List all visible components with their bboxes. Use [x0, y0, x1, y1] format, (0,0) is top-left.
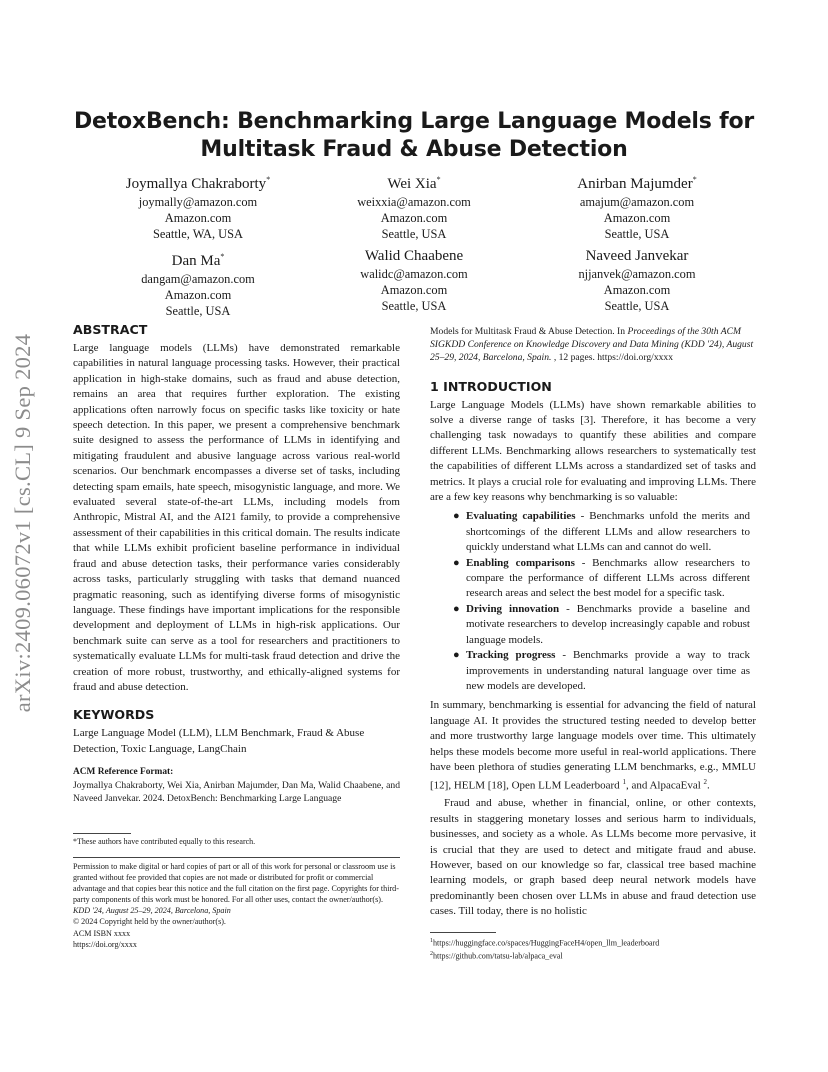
- author-email: walidc@amazon.com: [360, 267, 468, 281]
- list-item: [430, 509, 756, 555]
- list-item-title: Driving innovation: [466, 602, 560, 615]
- author-email: dangam@amazon.com: [141, 272, 255, 286]
- intro-paragraph-2: [430, 698, 756, 794]
- list-item-text: - Benchmarks unfold the merits and shortcomings of the different LLMs and allow researchers to quickly understand what LLMs can and cannot do well.: [466, 510, 750, 554]
- author-name: Naveed Janvekar: [585, 248, 689, 264]
- footnote-mark: 2: [703, 778, 708, 787]
- list-item: [430, 556, 756, 602]
- author-org: Amazon.com: [164, 288, 232, 302]
- ref-prefix: Models for Multitask Fraud & Abuse Detection. In: [430, 326, 628, 337]
- author-name: Joymallya Chakraborty: [125, 176, 267, 192]
- author-name: Dan Ma: [171, 253, 221, 269]
- list-item-text: - Benchmarks provide a baseline and motivate researchers to develop increasingly capable and robust language models.: [466, 602, 750, 646]
- author-name: Wei Xia: [387, 176, 437, 192]
- arxiv-stamp: arXiv:2409.06072v1 [cs.CL] 9 Sep 2024: [10, 333, 35, 713]
- author-location: Seattle, USA: [604, 299, 670, 313]
- list-item-text: - Benchmarks provide a way to track improvements in understanding natural language over time as new models are developed.: [466, 649, 750, 692]
- equal-contribution-note: *These authors have contributed equally to this research.: [73, 837, 256, 846]
- author-org: Amazon.com: [380, 211, 448, 225]
- intro-paragraph-3: Fraud and abuse, whether in financial, online, or other contexts, results in staggering monetary losses and serious harm to individuals, businesses, and society as a whole. As LLMs become more pervasive, it is crucial that they are used to detect and mitigate fraud and abuse. However, based on our knowledge so far, classical tree based machine learning models, or graph based deep neural network models have predominantly been chosen over LLMs in abuse and fraud detection use cases. Till today, there is no holistic: [430, 797, 756, 918]
- author-location: Seattle, USA: [165, 304, 231, 318]
- venue: KDD '24, August 25–29, 2024, Barcelona, Spain: [73, 906, 231, 916]
- footnote-item: [430, 936, 756, 949]
- list-item: [430, 602, 756, 648]
- equal-mark: *: [220, 252, 225, 261]
- title-line-1: DetoxBench: Benchmarking Large Language Models for: [73, 109, 755, 134]
- author-email: njjanvek@amazon.com: [578, 267, 696, 281]
- author-email: weixxia@amazon.com: [357, 195, 471, 209]
- list-item: [430, 648, 756, 694]
- footnote-url: https://huggingface.co/spaces/HuggingFaceH4/open_llm_leaderboard: [433, 938, 660, 948]
- p2-text: , and AlpacaEval: [625, 780, 704, 793]
- author-location: Seattle, USA: [604, 227, 670, 241]
- author-block: [299, 170, 529, 242]
- keywords-text: Large Language Model (LLM), LLM Benchmark, Fraud & Abuse Detection, Toxic Language, LangChain: [73, 727, 365, 755]
- bullet-icon: ●: [453, 556, 460, 569]
- author-name: Anirban Majumder: [577, 176, 693, 192]
- author-location: Seattle, WA, USA: [153, 227, 243, 241]
- footnote-mark: 1: [622, 778, 626, 787]
- title-line-2: Multitask Fraud & Abuse Detection: [200, 137, 628, 162]
- permission-text: Permission to make digital or hard copies of part or all of this work for personal or classroom use is granted without fee provided that copies are not made or distributed for profit or commercial advantage and that copies bear this notice and the full citation on the first page. Copyrights for third-party components of this work must be honored. For all other uses, contact the owner/author(s).: [73, 862, 399, 905]
- p2-text: In summary, benchmarking is essential for advancing the field of natural language AI. It provides the structured testing needed to develop better and more trustworthy large language models over time. This ultimately helps these models become more useful in real-world applications. There have been plethora of studies generating LLM benchmarks, e.g., MMLU [12], HELM [18], Open LLM Leaderboard: [430, 699, 756, 793]
- author-email: joymally@amazon.com: [138, 195, 258, 209]
- author-email: amajum@amazon.com: [579, 195, 695, 209]
- author-block: [522, 247, 752, 314]
- doi: https://doi.org/xxxx: [73, 939, 137, 949]
- author-name: Walid Chaabene: [364, 248, 464, 264]
- url-footnotes: [430, 936, 756, 963]
- footnote-rule: [73, 833, 131, 834]
- footnote-url: https://github.com/tatsu-lab/alpaca_eval: [433, 951, 563, 961]
- author-org: Amazon.com: [603, 283, 671, 297]
- equal-mark: *: [692, 175, 697, 184]
- author-org: Amazon.com: [603, 211, 671, 225]
- author-location: Seattle, USA: [381, 299, 447, 313]
- bullet-icon: ●: [453, 602, 460, 615]
- equal-mark: *: [436, 175, 441, 184]
- author-org: Amazon.com: [164, 211, 232, 225]
- author-location: Seattle, USA: [381, 227, 447, 241]
- abstract-heading: ABSTRACT: [73, 322, 148, 337]
- author-block: [83, 170, 313, 242]
- intro-heading: 1 INTRODUCTION: [430, 378, 552, 394]
- ref-suffix: , 12 pages. https://doi.org/xxxx: [551, 352, 674, 364]
- author-block: [522, 170, 752, 242]
- list-item-text: - Benchmarks allow researchers to compare the performance of different LLMs across different research areas and select the best model for a specific task.: [466, 556, 750, 600]
- footnote-item: [430, 949, 756, 962]
- left-column: [73, 322, 400, 806]
- intro-paragraph-1: Large Language Models (LLMs) have shown remarkable abilities to solve a diverse range of tasks [3]. Therefore, it has become a very challenging task nowadays to quantify these abilities and compare different LLMs. Benchmarking allows researchers to systematically test the capabilities of different LLMs across a standardized set of tasks and metrics. It plays a crucial role for evaluating and improving LLMs. There are a few key reasons why benchmarking is so valuable:: [430, 398, 756, 504]
- footnote-number: 2: [430, 951, 433, 958]
- isbn: ACM ISBN xxxx: [73, 928, 131, 938]
- paper-title: [60, 108, 768, 164]
- keywords-heading: KEYWORDS: [73, 707, 155, 723]
- author-block: [83, 247, 313, 319]
- p2-text: .: [707, 780, 710, 793]
- footnote-number: 1: [430, 938, 433, 944]
- permission-block: [73, 861, 400, 950]
- equal-mark: *: [266, 175, 271, 184]
- author-block: [299, 247, 529, 314]
- bullet-icon: ●: [453, 649, 460, 662]
- acm-ref-text: Joymallya Chakraborty, Wei Xia, Anirban Majumder, Dan Ma, Walid Chaabene, and Naveed Janvekar. 2024. DetoxBench: Benchmarking Large Language: [73, 780, 400, 805]
- abstract-text: Large language models (LLMs) have demonstrated remarkable capabilities in natural language processing tasks. However, their practical application in high-stake domains, such as fraud and abuse detection, remains an area that requires further exploration. The existing applications often narrowly focus on specific tasks like toxicity or hate speech detection. In this paper, we present a comprehensive benchmark suite designed to assess the performance of LLMs in identifying and mitigating fraudulent and abusive language across various real-world scenarios. Our benchmark encompasses a diverse set of tasks, including detecting spam emails, hate speech, misogynistic language, and more. We evaluated several state-of-the-art LLMs, including models from Anthropic, Mistral AI, and the AI21 family, to provide a comprehensive assessment of their capabilities in this critical domain. The results indicate that while LLMs exhibit proficient baseline performance in individual fraud and abuse detection tasks, their performance varies considerably across tasks, particularly struggling with tasks that demand nuanced pragmatic reasoning, such as identifying diverse forms of misogynistic language. These findings have important implications for the responsible development and deployment of LLMs in high-risk applications. Our benchmark suite can serve as a tool for researchers and practitioners to systematically evaluate LLMs for multi-task fraud detection and drive the creation of more robust, trustworthy, and ethically-aligned systems for fraud and abuse detection.: [73, 342, 400, 693]
- ref-proceedings: Proceedings of the 30th ACM SIGKDD Conference on Knowledge Discovery and Data Mining (KDD '24), August 25–29, 2024, Barcelona, Spain.: [430, 326, 754, 364]
- author-org: Amazon.com: [380, 283, 448, 297]
- permission-rule: [73, 857, 400, 858]
- list-item-title: Evaluating capabilities: [466, 510, 576, 523]
- list-item-title: Tracking progress: [466, 649, 556, 662]
- footnote-rule: [430, 932, 496, 933]
- right-column: [430, 325, 756, 920]
- list-item-title: Enabling comparisons: [466, 556, 575, 569]
- acm-ref-continued: [430, 325, 756, 365]
- copyright: © 2024 Copyright held by the owner/author(s).: [73, 917, 226, 927]
- benchmark-benefits-list: [430, 509, 756, 694]
- bullet-icon: ●: [453, 510, 460, 523]
- acm-ref-heading: ACM Reference Format:: [73, 767, 174, 778]
